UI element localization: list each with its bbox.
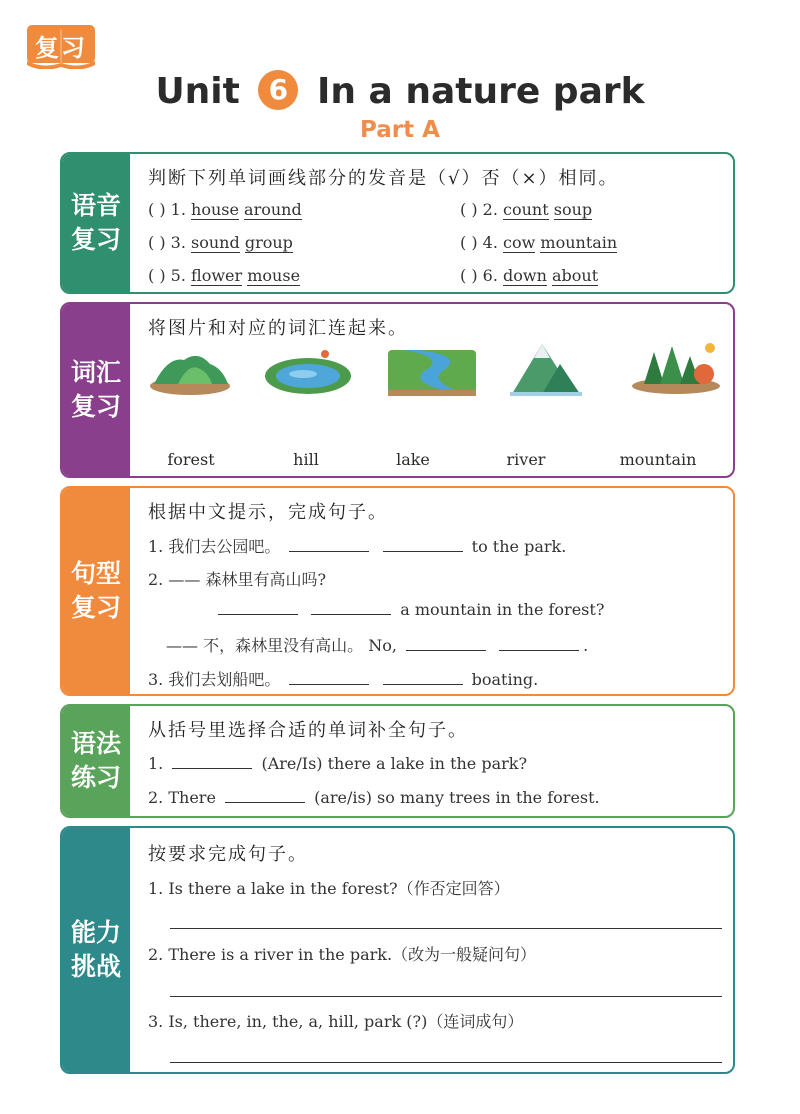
word-forest[interactable]: forest bbox=[167, 450, 215, 469]
blank[interactable] bbox=[225, 788, 305, 803]
page-title bbox=[0, 70, 800, 112]
blank[interactable] bbox=[172, 754, 252, 769]
grammar-q1: 1. (Are/Is) there a lake in the park? bbox=[148, 754, 528, 773]
blank[interactable] bbox=[406, 636, 486, 651]
unit-title: In a nature park bbox=[316, 71, 645, 112]
grammar-section bbox=[60, 704, 735, 818]
river-icon[interactable] bbox=[386, 344, 478, 400]
phonics-item-6[interactable]: ( ) 6. down about bbox=[460, 266, 599, 285]
sentence-q3: 3. 我们去划船吧。 boating. bbox=[148, 670, 539, 689]
phonics-item-5[interactable]: ( ) 5. flower mouse bbox=[148, 266, 301, 285]
challenge-instruction: 按要求完成句子。 bbox=[148, 844, 308, 865]
sentence-instruction: 根据中文提示，完成句子。 bbox=[148, 502, 388, 523]
lake-icon[interactable] bbox=[263, 344, 353, 400]
unit-word: Unit bbox=[155, 71, 240, 112]
forest-icon[interactable] bbox=[630, 338, 722, 396]
word-mountain[interactable]: mountain bbox=[619, 450, 697, 469]
blank[interactable] bbox=[383, 670, 463, 685]
challenge-section bbox=[60, 826, 735, 1074]
blank[interactable] bbox=[311, 600, 391, 615]
review-badge bbox=[25, 23, 97, 69]
answer-line-3[interactable] bbox=[170, 1062, 722, 1063]
sentence-q2b: —— 不，森林里没有高山。 No, . bbox=[166, 636, 589, 655]
blank[interactable] bbox=[383, 537, 463, 552]
challenge-tab: 能力 挑战 bbox=[62, 828, 130, 1072]
sentence-tab: 句型 复习 bbox=[62, 488, 130, 694]
vocab-section bbox=[60, 302, 735, 478]
challenge-q1: 1. Is there a lake in the forest?（作否定回答） bbox=[148, 879, 510, 898]
phonics-tab: 语音 复习 bbox=[62, 154, 130, 292]
blank[interactable] bbox=[289, 537, 369, 552]
challenge-q2: 2. There is a river in the park.（改为一般疑问句） bbox=[148, 945, 537, 964]
grammar-tab: 语法 练习 bbox=[62, 706, 130, 816]
challenge-q3: 3. Is, there, in, the, a, hill, park (?)（连词成句） bbox=[148, 1012, 524, 1031]
answer-line-2[interactable] bbox=[170, 996, 722, 997]
unit-number: 6 bbox=[258, 70, 298, 110]
sentence-q2: 2. —— 森林里有高山吗? bbox=[148, 570, 327, 589]
phonics-item-3[interactable]: ( ) 3. sound group bbox=[148, 233, 293, 252]
word-hill[interactable]: hill bbox=[293, 450, 319, 469]
blank[interactable] bbox=[218, 600, 298, 615]
vocab-tab: 词汇 复习 bbox=[62, 304, 130, 476]
sentence-section bbox=[60, 486, 735, 696]
answer-line-1[interactable] bbox=[170, 928, 722, 929]
part-label: Part A bbox=[360, 117, 440, 143]
vocab-instruction: 将图片和对应的词汇连起来。 bbox=[148, 318, 408, 339]
sentence-q2-answer: a mountain in the forest? bbox=[214, 600, 604, 619]
phonics-item-1[interactable]: ( ) 1. house around bbox=[148, 200, 302, 219]
sentence-q1: 1. 我们去公园吧。 to the park. bbox=[148, 537, 567, 556]
word-lake[interactable]: lake bbox=[396, 450, 430, 469]
hill-icon[interactable] bbox=[148, 346, 232, 398]
blank[interactable] bbox=[499, 636, 579, 651]
phonics-item-4[interactable]: ( ) 4. cow mountain bbox=[460, 233, 618, 252]
mountain-icon[interactable] bbox=[508, 338, 584, 400]
grammar-q2: 2. There (are/is) so many trees in the forest. bbox=[148, 788, 600, 807]
word-river[interactable]: river bbox=[506, 450, 546, 469]
badge-text: 复习 bbox=[35, 34, 87, 62]
phonics-section bbox=[60, 152, 735, 294]
blank[interactable] bbox=[289, 670, 369, 685]
phonics-instruction: 判断下列单词画线部分的发音是（√）否（×）相同。 bbox=[148, 168, 619, 189]
grammar-instruction: 从括号里选择合适的单词补全句子。 bbox=[148, 720, 468, 741]
phonics-item-2[interactable]: ( ) 2. count soup bbox=[460, 200, 593, 219]
